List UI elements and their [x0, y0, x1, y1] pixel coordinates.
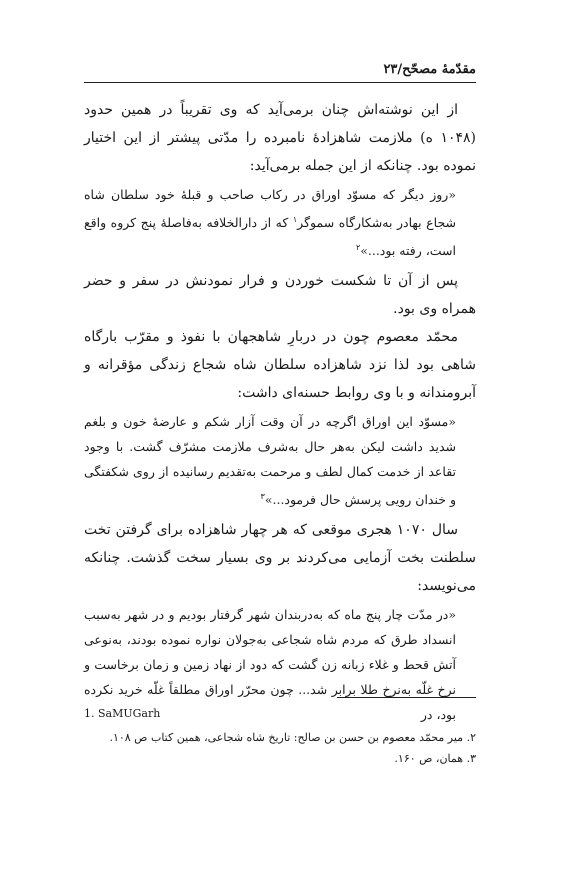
footnote-2: ۲. میر محمّد معصوم بن حسن بن صالح: تاریخ شاه شجاعی، همین کتاب ص ۱۰۸.	[109, 731, 476, 744]
main-text	[84, 96, 476, 731]
paragraph-2: پس از آن تا شکست خوردن و فرار نمودنش در سفر و حضر همراه وی بود.	[84, 273, 476, 318]
footnote-rule	[337, 697, 476, 698]
quote-1-part-b: که از دارالخلافه به‌فاصلهٔ پنج کروه واقع است، رفته بود...»	[84, 215, 456, 259]
running-header	[84, 60, 476, 82]
footnote-ref-1[interactable]: ۱	[292, 215, 298, 224]
quote-1	[84, 182, 456, 263]
paragraph-1: از این نوشته‌اش چنان برمی‌آید که وی تقریباً در همین حدود (۱۰۴۸ ه) ملازمت شاهزادهٔ نامبرده را مدّتی پیشتر از این اختیار نموده بود. چنانکه از این جمله برمی‌آید:	[84, 102, 476, 174]
header-title: مقدّمهٔ مصحّح/۲۳	[383, 62, 476, 77]
footnote-ref-3[interactable]: ۳	[260, 492, 265, 502]
header-rule	[84, 82, 476, 83]
paragraph-4: سال ۱۰۷۰ هجری موقعی که هر چهار شاهزاده برای گرفتن تخت سلطنت بخت آزمایی می‌کردند بر وی بسیار سخت گذشت. چنانکه می‌نویسد:	[84, 522, 476, 595]
footnote-1: 1. SaMUGarh	[84, 707, 161, 720]
quote-3: «در مدّت چار پنج ماه که به‌دربندان شهر گرفتار بودیم و در شهر به‌سبب انسداد طرق که مردم شاه شجاعی به‌جولان نواره نموده بودند، به‌نوعی آتش قحط و غلاء زبانه زن گشت که دود از نهاد زمین و زمان برخاست و نرخ غلّه به‌نرخ طلا برابر شد... چون محرّر اوراق مطلقاً غلّه خرید نکرده بود، در	[84, 607, 456, 723]
quote-2-text: «مسوّد این اوراق اگرچه در آن وقت آزار شکم و عارضهٔ خون و بلغم شدید داشت لیکن به‌هر حال به‌شرف ملازمت مشرّف گشت. با وجود تقاعد از خدمت کمال لطف و مرحمت به‌تقدیم رسانیده از روی شکفتگی و خندان رویی پرسش حال فرمود...»	[84, 414, 456, 508]
quote-2	[84, 409, 456, 512]
footnote-3: ۳. همان، ص ۱۶۰.	[394, 752, 476, 765]
paragraph-3: محمّد معصوم چون در دربارِ شاهجهان با نفوذ و مقرّب بارگاه شاهی بود لذا نزد شاهزاده سلطان شاه شجاع زندگی مؤقرانه و آبرومندانه و با وی روابط حسنه‌ای داشت:	[84, 329, 476, 402]
footnote-ref-2[interactable]: ۲	[355, 243, 361, 253]
quote-1-part-a: «روز دیگر که مسوّد اوراق در رکاب صاحب و قبلهٔ خود سلطان شاه شجاع بهادر به‌شکارگاه سموگر	[84, 187, 456, 231]
